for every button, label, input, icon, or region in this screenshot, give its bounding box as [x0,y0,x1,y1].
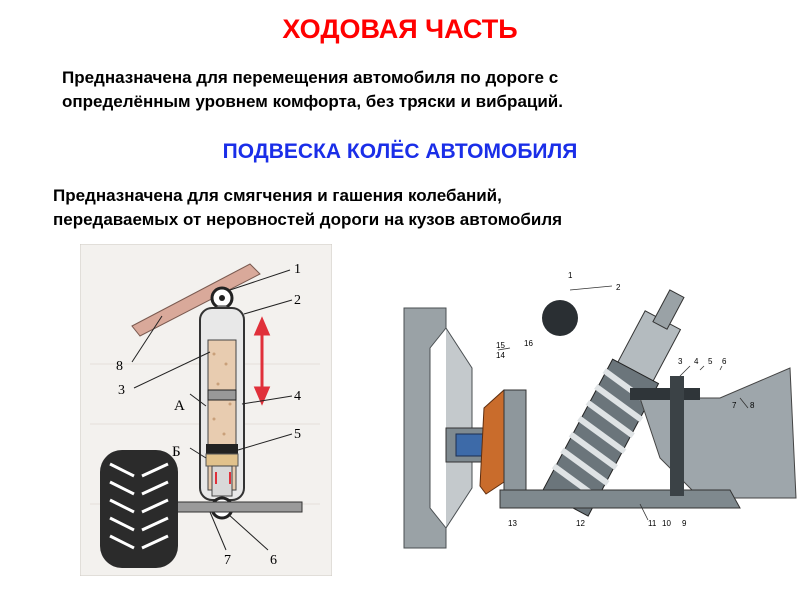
letter-a: А [174,398,185,414]
lower-arm [172,502,302,512]
label-11: 11 [648,519,657,528]
suspension-strut-svg [400,258,800,588]
label-14: 14 [496,351,505,360]
suspension-line-2: передаваемых от неровностей дороги на кузов автомобиля [53,210,563,229]
top-mount [542,300,578,336]
label-4: 4 [694,357,699,366]
label-1: 1 [568,271,573,280]
suspension-strut-diagram [400,258,800,588]
suspension-title: ПОДВЕСКА КОЛЁС АВТОМОБИЛЯ [222,140,578,163]
label-3: 3 [118,383,125,398]
label-1: 1 [294,262,301,277]
label-5: 5 [708,357,713,366]
shock-absorber-diagram [80,244,332,576]
suspension-line-1: Предназначена для смягчения и гашения колебаний, [53,186,502,205]
label-7: 7 [732,401,737,410]
page-title: ХОДОВАЯ ЧАСТЬ [282,14,518,44]
label-10: 10 [662,519,671,528]
label-16: 16 [524,339,533,348]
piston [208,390,236,400]
label-4: 4 [294,389,301,404]
letter-b: Б [172,444,181,460]
body-bracket [640,368,796,498]
valve [206,444,238,454]
label-8: 8 [750,401,755,410]
chassis-line-1: Предназначена для перемещения автомобиля по дороге с [62,68,559,87]
label-8: 8 [116,359,123,374]
label-13: 13 [508,519,517,528]
label-2: 2 [616,283,621,292]
label-12: 12 [576,519,585,528]
shock-absorber-svg [80,244,332,576]
label-7: 7 [224,553,231,568]
label-2: 2 [294,293,301,308]
chassis-description [62,66,762,114]
label-15: 15 [496,341,505,350]
label-6: 6 [270,553,277,568]
lower-arm [500,490,740,508]
chassis-line-2: определённым уровнем комфорта, без тряски и вибраций. [62,92,563,111]
label-5: 5 [294,427,301,442]
label-9: 9 [682,519,687,528]
label-6: 6 [722,357,727,366]
suspension-description [53,184,773,232]
label-3: 3 [678,357,683,366]
tyre [100,450,178,568]
